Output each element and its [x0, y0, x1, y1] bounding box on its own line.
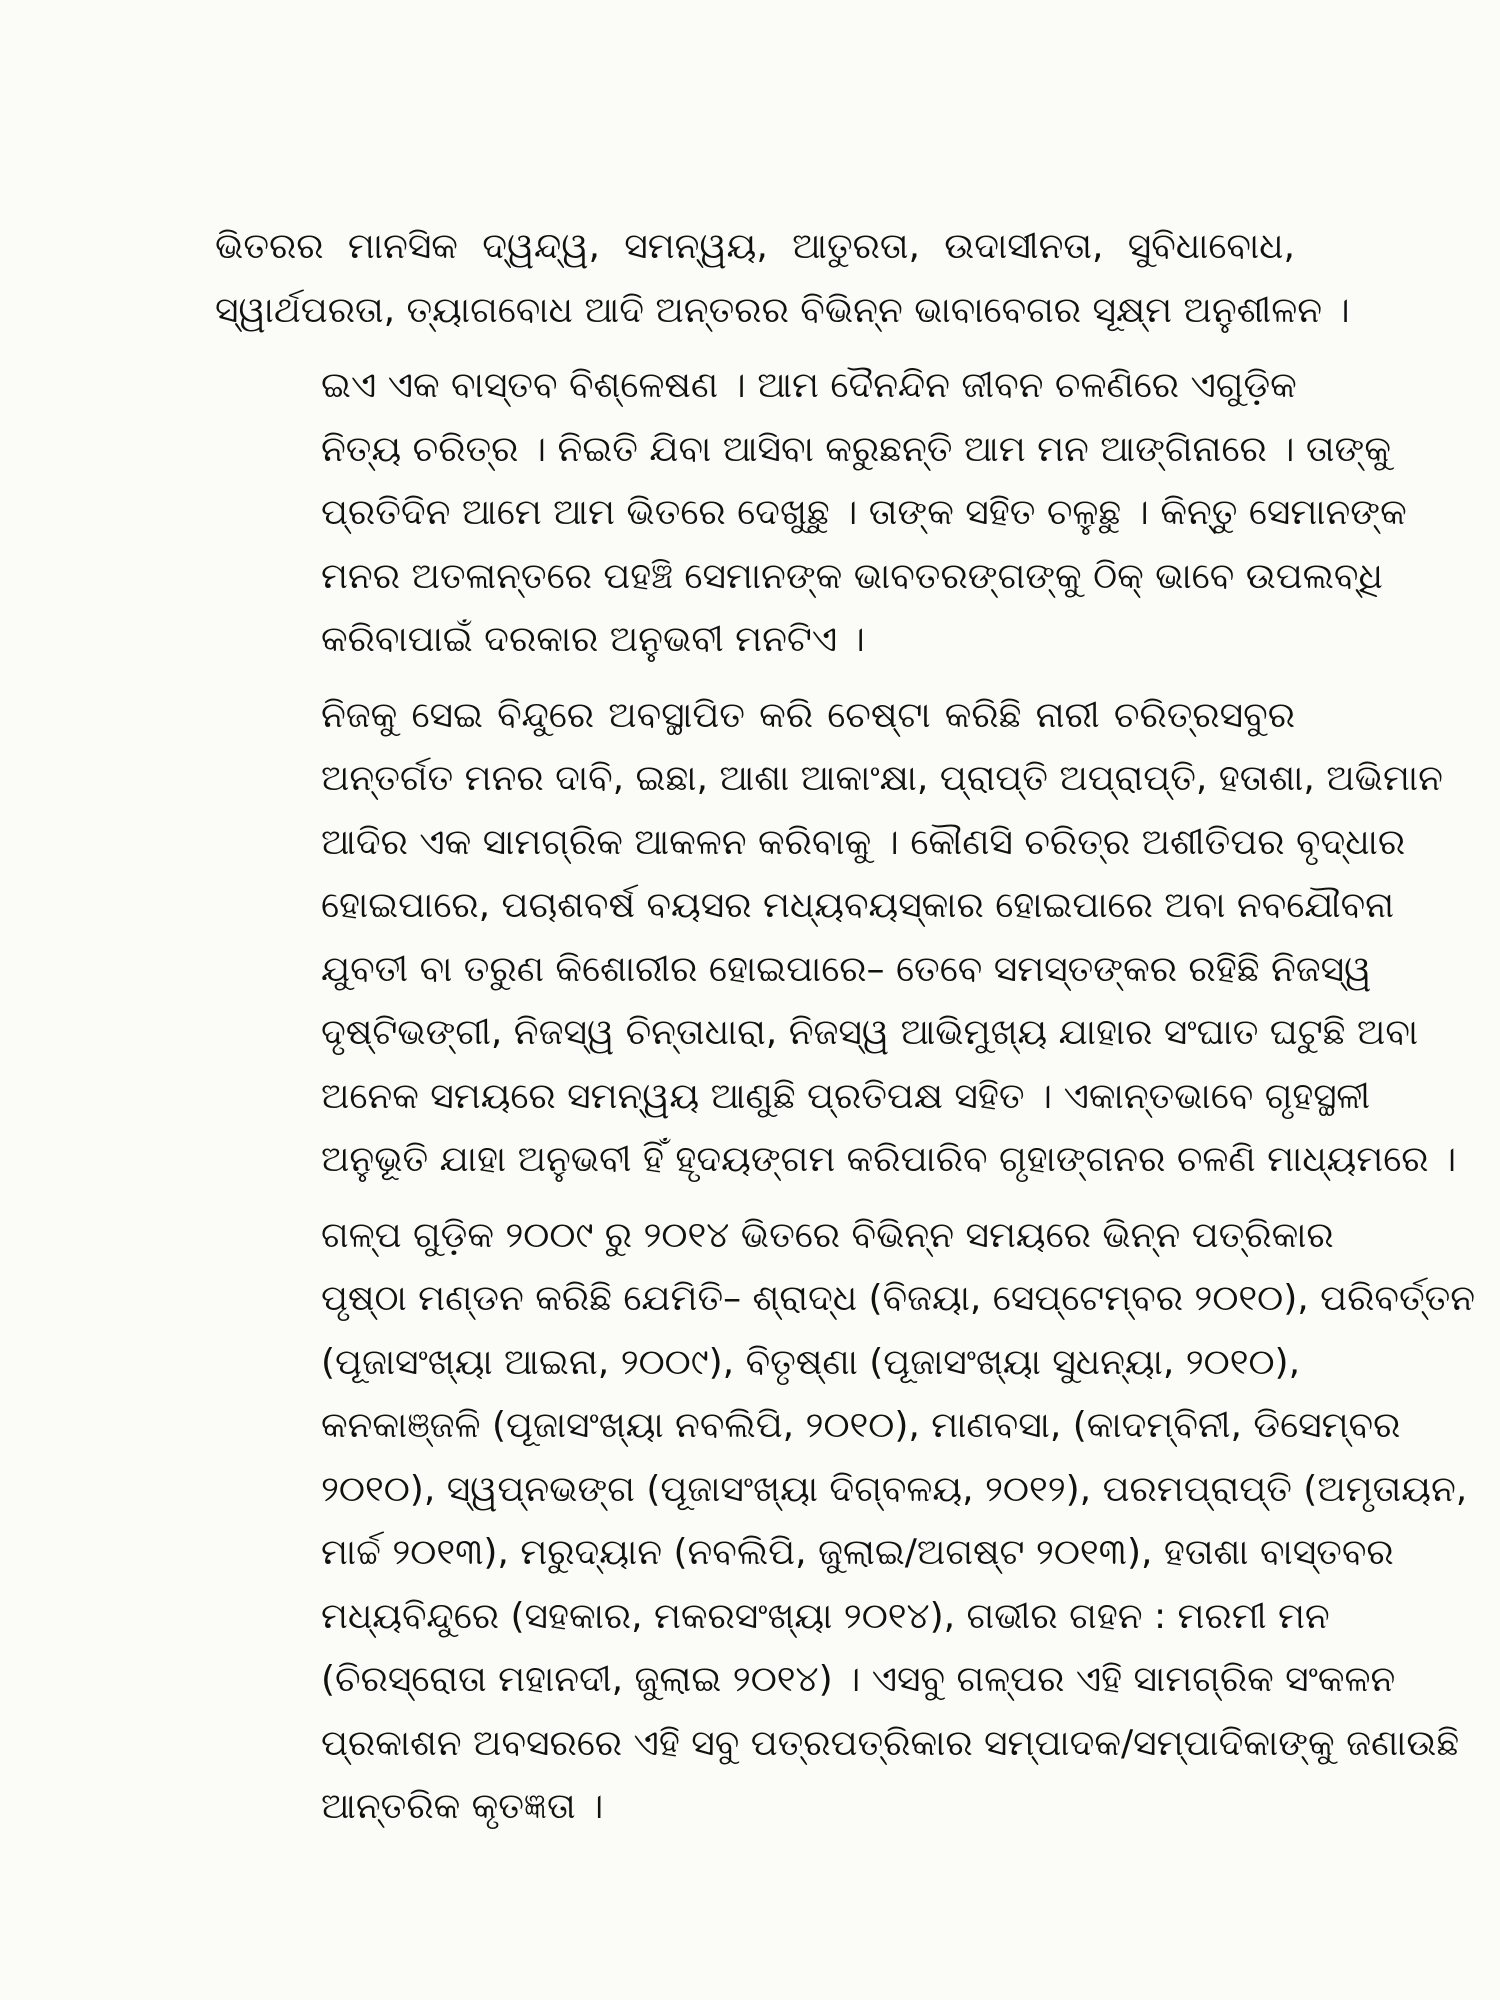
- paragraph-1: [215, 215, 1350, 342]
- text-line: ଦୃଷ୍ଟିଭଙ୍ଗୀ, ନିଜସ୍ୱ ଚିନ୍ତାଧାରା, ନିଜସ୍ୱ ଆଭିମୁଖ୍ୟ ଯାହାର ସଂଘାତ ଘଟୁଛି ଅବା: [321, 1012, 1419, 1053]
- text-line: କରିବାପାଇଁ ଦରକାର ଅନୁଭବୀ ମନଟିଏ ।: [321, 619, 865, 660]
- text-line: ଗଳ୍ପ ଗୁଡ଼ିକ ୨୦୦୯ ରୁ ୨୦୧୪ ଭିତରେ ବିଭିନ୍ନ ସମୟରେ ଭିନ୍ନ ପତ୍ରିକାର: [321, 1214, 1334, 1256]
- paragraph-3: [215, 684, 1457, 1192]
- text-line: ନିତ୍ୟ ଚରିତ୍ର । ନିଇତି ଯିବା ଆସିବା କରୁଛନ୍ତି ଆମ ମନ ଆଙ୍ଗିନାରେ । ତାଙ୍କୁ: [321, 428, 1391, 470]
- text-line: ପୃଷ୍ଠା ମଣ୍ଡନ କରିଛି ଯେମିତି– ଶ୍ରାଦ୍ଧ (ବିଜୟା, ସେପ୍ଟେମ୍ବର ୨୦୧୦), ପରିବର୍ତ୍ତନ: [321, 1278, 1476, 1319]
- text-line: ଅନୁଭୂତି ଯାହା ଅନୁଭବୀ ହିଁ ହୃଦୟଙ୍ଗମ କରିପାରିବ ଗୃହାଙ୍ଗନର ଚଳଣି ମାଧ୍ୟମରେ ।: [321, 1139, 1457, 1180]
- text-line: ଯୁବତୀ ବା ତରୁଣ କିଶୋରୀର ହୋଇପାରେ– ତେବେ ସମସ୍ତଙ୍କର ରହିଛି ନିଜସ୍ୱ: [321, 948, 1372, 990]
- text-line: ଅନେକ ସମୟରେ ସମନ୍ୱୟ ଆଣୁଛି ପ୍ରତିପକ୍ଷ ସହିତ । ଏକାନ୍ତଭାବେ ଗୃହସ୍ଥଳୀ: [321, 1075, 1371, 1117]
- text-line: (ଚିରସ୍ରୋତା ମହାନଦୀ, ଜୁଲାଇ ୨୦୧୪) । ଏସବୁ ଗଳ୍ପର ଏହି ସାମଗ୍ରିକ ସଂକଳନ: [321, 1659, 1396, 1700]
- text-line: ଇଏ ଏକ ବାସ୍ତବ ବିଶ୍ଳେଷଣ । ଆମ ଦୈନନ୍ଦିନ ଜୀବନ ଚଳଣିରେ ଏଗୁଡ଼ିକ: [321, 365, 1297, 406]
- text-line: ଆଦିର ଏକ ସାମଗ୍ରିକ ଆକଳନ କରିବାକୁ । କୌଣସି ଚରିତ୍ର ଅଶୀତିପର ବୃଦ୍ଧାର: [321, 821, 1406, 863]
- text-line: ପ୍ରକାଶନ ଅବସରରେ ଏହି ସବୁ ପତ୍ରପତ୍ରିକାର ସମ୍ପାଦକ/ସମ୍ପାଦିକାଙ୍କୁ ଜଣାଉଛି: [321, 1722, 1460, 1764]
- text-line: ପ୍ରତିଦିନ ଆମେ ଆମ ଭିତରେ ଦେଖୁଛୁ । ତାଙ୍କ ସହିତ ଚଳୁଛୁ । କିନ୍ତୁ ସେମାନଙ୍କ: [321, 492, 1407, 533]
- text-line: ଭିତରର ମାନସିକ ଦ୍ୱନ୍ଦ୍ୱ, ସମନ୍ୱୟ, ଆତୁରତା, ଉଦାସୀନତା, ସୁବିଧାବୋଧ,: [215, 226, 1295, 267]
- text-line: ସ୍ୱାର୍ଥପରତା, ତ୍ୟାଗବୋଧ ଆଦି ଅନ୍ତରର ବିଭିନ୍ନ ଭାବାବେଗର ସୂକ୍ଷ୍ମ ଅନୁଶୀଳନ ।: [215, 289, 1350, 331]
- text-line: ହୋଇପାରେ, ପଚାଶବର୍ଷ ବୟସର ମଧ୍ୟବୟସ୍କାର ହୋଇପାରେ ଅବା ନବଯୌବନା: [321, 885, 1395, 926]
- text-line: ନିଜକୁ ସେଇ ବିନ୍ଦୁରେ ଅବସ୍ଥାପିତ କରି ଚେଷ୍ଟା କରିଛି ନାରୀ ଚରିତ୍ରସବୁର: [321, 694, 1295, 736]
- text-line: ଅନ୍ତର୍ଗତ ମନର ଦାବି, ଇଛା, ଆଶା ଆକାଂକ୍ଷା, ପ୍ରାପ୍ତି ଅପ୍ରାପ୍ତି, ହତାଶା, ଅଭିମାନ: [321, 758, 1443, 799]
- text-line: ଆନ୍ତରିକ କୃତଜ୍ଞତା ।: [321, 1786, 604, 1827]
- paragraph-2: [215, 354, 1407, 672]
- text-line: ୨୦୧୦), ସ୍ୱପ୍ନଭଙ୍ଗ (ପୂଜାସଂଖ୍ୟା ଦିଗ୍‌ବଳୟ, ୨୦୧୨), ପରମପ୍ରାପ୍ତି (ଅମୃତାୟନ,: [321, 1468, 1468, 1510]
- text-line: ମାର୍ଚ୍ଚ ୨୦୧୩), ମରୁଦ୍ୟାନ (ନବଲିପି, ଜୁଲାଇ/ଅଗଷ୍ଟ ୨୦୧୩), ହତାଶା ବାସ୍ତବର: [321, 1532, 1394, 1573]
- text-line: (ପୂଜାସଂଖ୍ୟା ଆଇନା, ୨୦୦୯), ବିତୃଷ୍ଣା (ପୂଜାସଂଖ୍ୟା ସୁଧନ୍ୟା, ୨୦୧୦),: [321, 1341, 1301, 1383]
- text-line: କନକାଞ୍ଜଳି (ପୂଜାସଂଖ୍ୟା ନବଲିପି, ୨୦୧୦), ମାଣବସା, (କାଦମ୍ବିନୀ, ଡିସେମ୍ବର: [321, 1405, 1401, 1446]
- text-line: ମନର ଅତଳାନ୍ତରେ ପହଞ୍ଚି ସେମାନଙ୍କ ଭାବତରଙ୍ଗଙ୍କୁ ଠିକ୍ ଭାବେ ଉପଲବ୍ଧି: [321, 555, 1383, 597]
- text-line: ମଧ୍ୟବିନ୍ଦୁରେ (ସହକାର, ମକରସଂଖ୍ୟା ୨୦୧୪), ଗଭୀର ଗହନ : ମରମୀ ମନ: [321, 1595, 1330, 1637]
- body-text: [215, 215, 1476, 1851]
- paragraph-4: [215, 1204, 1476, 1839]
